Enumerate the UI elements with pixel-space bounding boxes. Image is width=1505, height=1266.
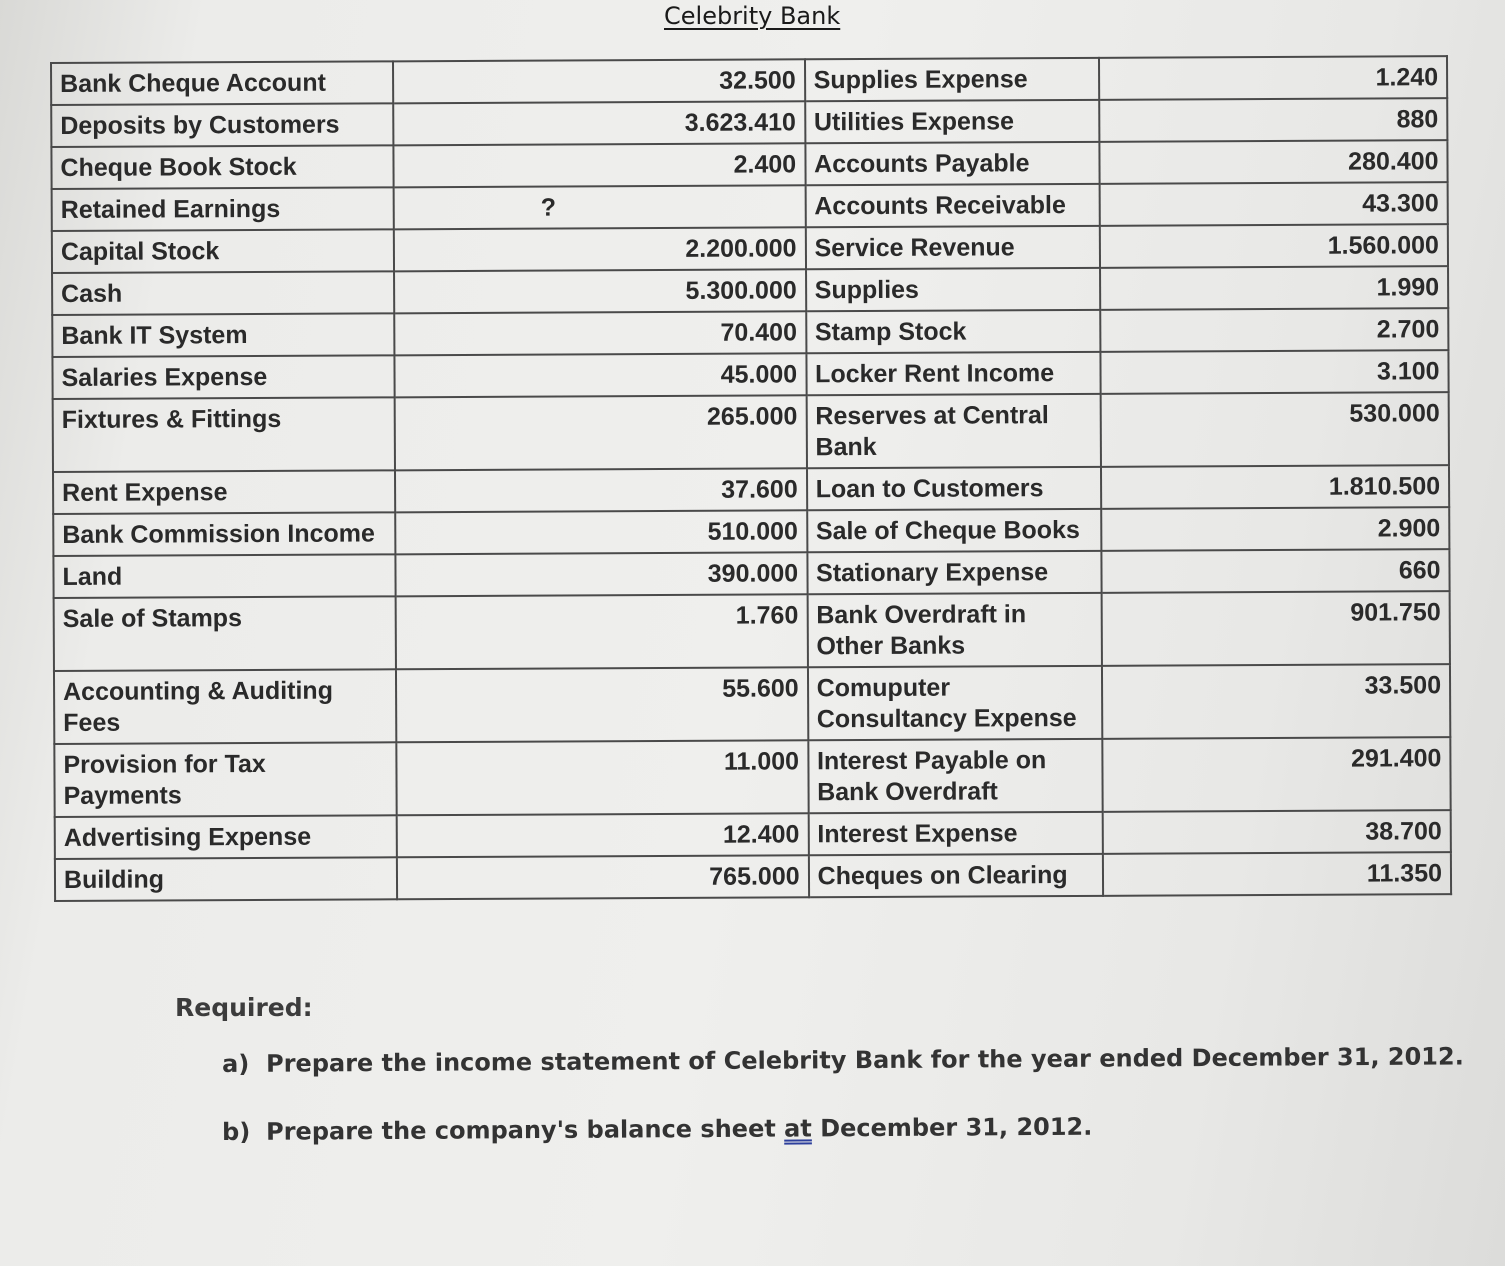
table-row	[52, 266, 1448, 315]
account-label: Utilities Expense	[805, 100, 1100, 143]
task-a-text: Prepare the income statement of Celebrity Bank for the year ended December 31, 2012.	[265, 1042, 1464, 1078]
account-amount: 280.400	[1100, 140, 1448, 184]
account-label: Reserves at Central Bank	[806, 394, 1101, 468]
table-row	[53, 465, 1449, 514]
account-amount: 1.760	[396, 594, 808, 669]
account-amount: 880	[1099, 98, 1447, 142]
task-a-marker: a)	[222, 1049, 250, 1078]
account-amount: 37.600	[395, 468, 807, 512]
account-label: Comuputer Consultancy Expense	[808, 666, 1103, 740]
account-amount: 3.100	[1101, 350, 1449, 394]
document-title: Celebrity Bank	[664, 2, 841, 30]
table-row	[51, 140, 1447, 189]
account-label: Cheques on Clearing	[808, 854, 1103, 897]
account-label: Capital Stock	[52, 229, 394, 273]
task-b-at-word: at	[784, 1114, 812, 1143]
account-label: Land	[53, 554, 395, 598]
table-row	[54, 664, 1450, 744]
table-row	[54, 737, 1450, 817]
account-amount: 530.000	[1101, 392, 1449, 467]
table-row	[54, 591, 1450, 671]
account-amount: 32.500	[393, 59, 805, 103]
account-amount: 45.000	[394, 353, 806, 397]
account-amount: 11.350	[1103, 852, 1451, 896]
account-amount: 3.623.410	[393, 101, 805, 145]
account-amount: 2.900	[1101, 507, 1449, 551]
account-label: Stationary Expense	[807, 551, 1102, 594]
account-label: Sale of Stamps	[54, 596, 396, 671]
account-label: Accounting & Auditing Fees	[54, 669, 396, 744]
account-amount: 390.000	[395, 552, 807, 596]
account-amount: 1.560.000	[1100, 224, 1448, 268]
account-amount: 38.700	[1103, 810, 1451, 854]
account-amount: 510.000	[395, 510, 807, 554]
account-label: Interest Payable on Bank Overdraft	[808, 739, 1103, 813]
task-b-text-end: December 31, 2012.	[820, 1112, 1093, 1143]
account-label: Provision for Tax Payments	[54, 742, 396, 817]
account-label: Accounts Payable	[805, 142, 1100, 185]
account-label: Advertising Expense	[55, 815, 397, 859]
table-row	[51, 56, 1447, 105]
account-amount: 33.500	[1102, 664, 1450, 739]
account-amount: 291.400	[1103, 737, 1451, 812]
task-b-text-start: Prepare the company's balance sheet	[265, 1114, 776, 1146]
table-row	[52, 308, 1448, 357]
table-row	[55, 852, 1451, 901]
account-amount: 2.400	[393, 143, 805, 187]
account-label: Locker Rent Income	[806, 352, 1101, 395]
account-label: Stamp Stock	[806, 310, 1101, 353]
account-label: Rent Expense	[53, 470, 395, 514]
task-a	[222, 1042, 1464, 1078]
account-amount: 11.000	[396, 740, 808, 815]
account-balances-table	[50, 55, 1452, 902]
table-row	[52, 224, 1448, 273]
task-b-marker: b)	[222, 1117, 251, 1146]
account-label: Bank IT System	[52, 313, 394, 357]
account-label: Bank Commission Income	[53, 512, 395, 556]
account-amount: 43.300	[1100, 182, 1448, 226]
unknown-amount: ?	[394, 185, 806, 229]
account-label: Cheque Book Stock	[51, 145, 393, 189]
account-amount: 660	[1102, 549, 1450, 593]
account-label: Bank Cheque Account	[51, 61, 393, 105]
account-amount: 1.990	[1100, 266, 1448, 310]
table-row	[53, 392, 1449, 472]
account-label: Accounts Receivable	[805, 184, 1100, 227]
account-label: Supplies Expense	[805, 58, 1100, 101]
account-label: Fixtures & Fittings	[53, 397, 395, 472]
account-label: Retained Earnings	[52, 187, 394, 231]
table-row	[53, 549, 1449, 598]
account-label: Loan to Customers	[807, 467, 1102, 510]
account-amount: 5.300.000	[394, 269, 806, 313]
account-amount: 70.400	[394, 311, 806, 355]
table-row	[52, 182, 1448, 231]
account-label: Sale of Cheque Books	[807, 509, 1102, 552]
account-amount: 2.700	[1100, 308, 1448, 352]
table-row	[51, 98, 1447, 147]
table-row	[55, 810, 1451, 859]
account-label: Salaries Expense	[52, 355, 394, 399]
account-label: Supplies	[806, 268, 1101, 311]
required-heading: Required:	[175, 993, 313, 1022]
account-label: Building	[55, 857, 397, 901]
account-amount: 1.810.500	[1101, 465, 1449, 509]
table-row	[52, 350, 1448, 399]
account-amount: 1.240	[1099, 56, 1447, 100]
account-label: Service Revenue	[805, 226, 1100, 269]
account-label: Interest Expense	[808, 812, 1103, 855]
account-amount: 55.600	[396, 667, 808, 742]
account-amount: 2.200.000	[394, 227, 806, 271]
task-b	[222, 1113, 1092, 1146]
account-label: Cash	[52, 271, 394, 315]
account-label: Deposits by Customers	[51, 103, 393, 147]
table-row	[53, 507, 1449, 556]
account-label: Bank Overdraft in Other Banks	[807, 593, 1102, 667]
account-amount: 765.000	[397, 855, 809, 899]
account-amount: 265.000	[395, 395, 807, 470]
account-amount: 12.400	[397, 813, 809, 857]
account-amount: 901.750	[1102, 591, 1450, 666]
